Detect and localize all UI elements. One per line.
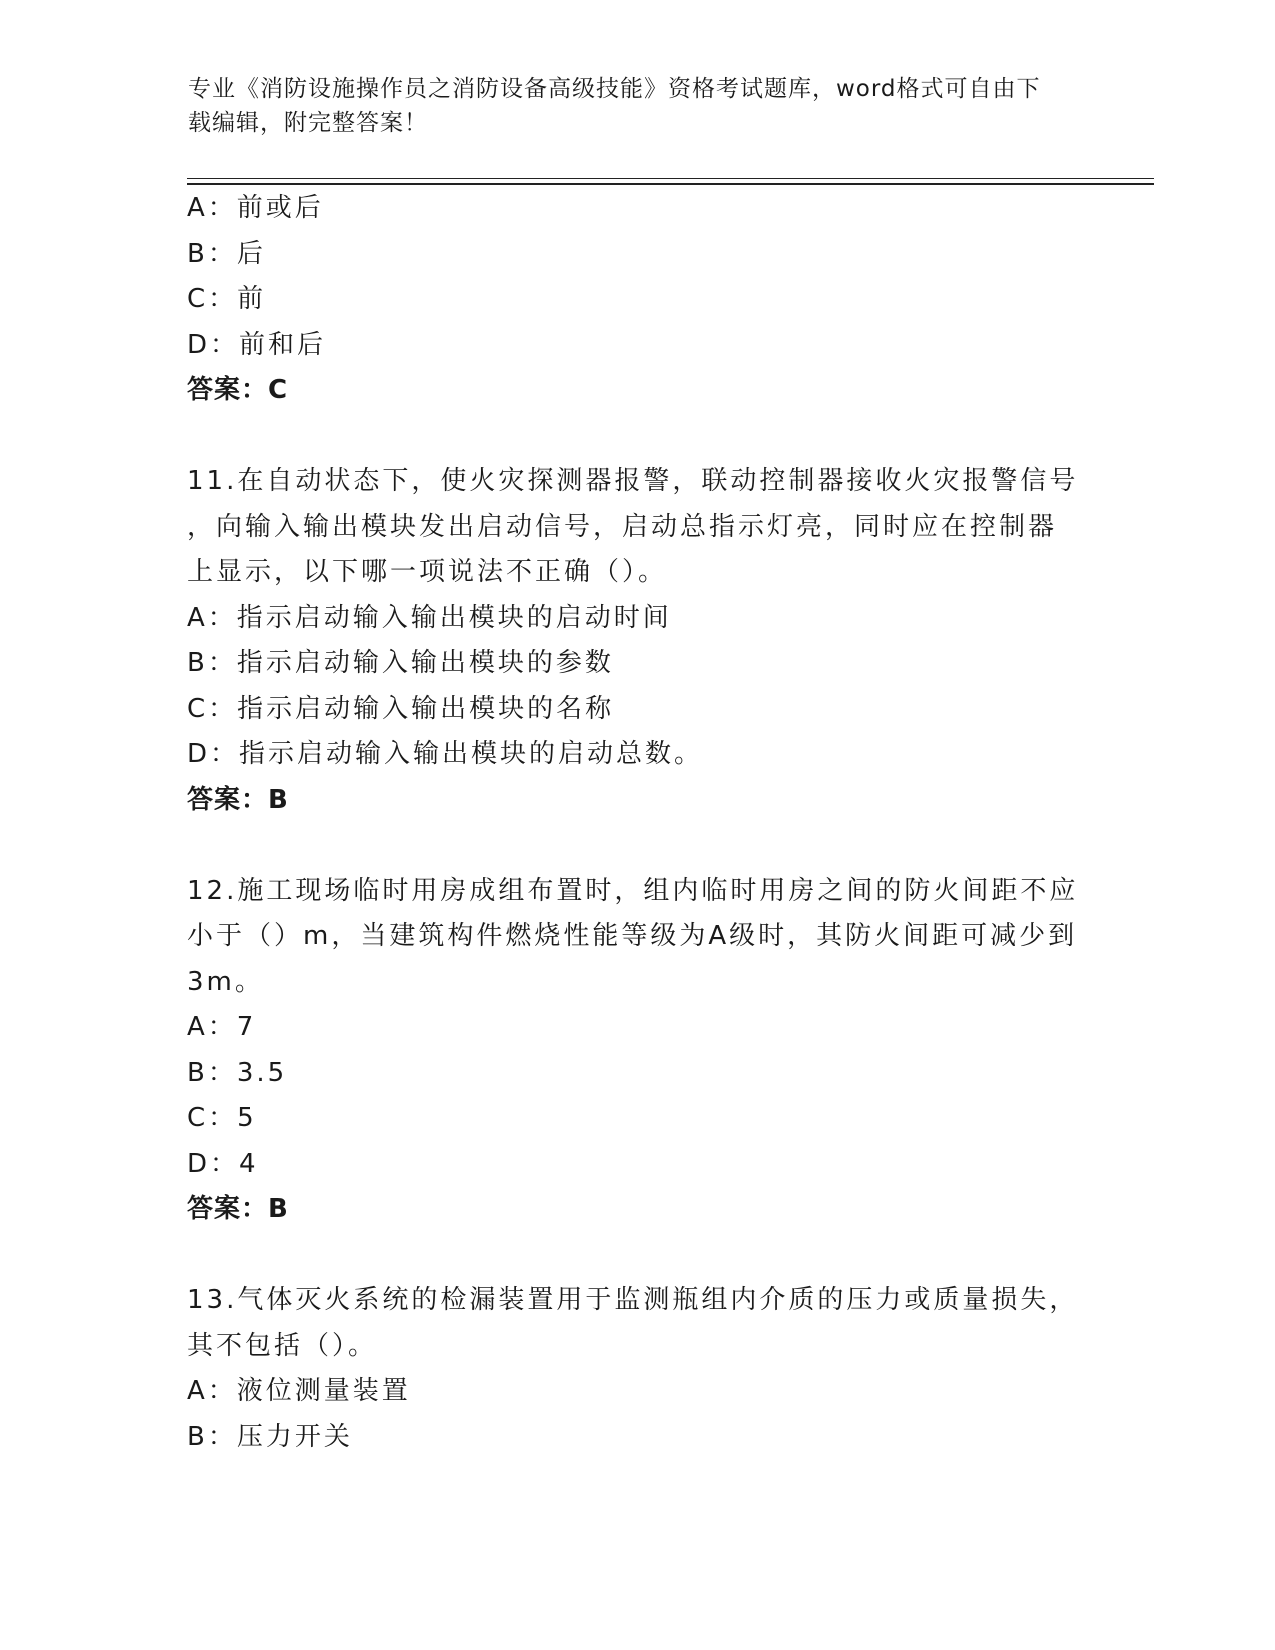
question-stem-line: 3m。 (187, 966, 264, 997)
question-spacer (187, 414, 1087, 460)
option-b: B：3.5 (187, 1057, 288, 1088)
question-stem-line: 上显示，以下哪一项说法不正确（）。 (187, 557, 668, 587)
option-c: C：5 (187, 1103, 257, 1133)
question-stem-line: 11.在自动状态下，使火灾探测器报警，联动控制器接收火灾报警信号 (187, 466, 1079, 496)
option-a: A：前或后 (187, 193, 324, 223)
option-c: C：前 (187, 284, 267, 314)
question-stem-line: 其不包括（）。 (187, 1330, 378, 1361)
answer-line: 答案：B (187, 1194, 289, 1224)
question-stem-line: 12.施工现场临时用房成组布置时，组内临时用房之间的防火间距不应 (187, 875, 1079, 906)
question-list (187, 186, 1087, 1460)
header-rule-thin (187, 178, 1154, 179)
answer-line: 答案：B (187, 784, 289, 815)
option-a: A：7 (187, 1012, 257, 1042)
option-d: D：指示启动输入输出模块的启动总数。 (187, 739, 704, 769)
option-d: D：4 (187, 1148, 259, 1179)
question-spacer (187, 823, 1087, 869)
option-a: A：液位测量装置 (187, 1376, 411, 1406)
question-stem-line: ，向输入输出模块发出启动信号，启动总指示灯亮，同时应在控制器 (187, 511, 1058, 542)
answer-line: 答案：C (187, 375, 289, 405)
question-13 (187, 1278, 1087, 1460)
option-d: D：前和后 (187, 329, 327, 360)
question-10 (187, 186, 1087, 414)
option-a: A：指示启动输入输出模块的启动时间 (187, 602, 672, 633)
option-c: C：指示启动输入输出模块的名称 (187, 693, 615, 724)
header-rule-thick (187, 183, 1154, 185)
question-spacer (187, 1233, 1087, 1279)
option-b: B：压力开关 (187, 1421, 353, 1452)
question-12 (187, 869, 1087, 1233)
option-b: B：后 (187, 238, 266, 269)
question-stem-line: 小于（）m，当建筑构件燃烧性能等级为A级时，其防火间距可减少到 (187, 921, 1078, 951)
header-line-1: 专业《消防设施操作员之消防设备高级技能》资格考试题库，word格式可自由下 (188, 76, 1041, 102)
header-line-2: 载编辑，附完整答案！ (188, 110, 428, 136)
document-header (188, 72, 1088, 140)
question-stem-line: 13.气体灭火系统的检漏装置用于监测瓶组内介质的压力或质量损失， (187, 1285, 1079, 1315)
question-11 (187, 459, 1087, 823)
option-b: B：指示启动输入输出模块的参数 (187, 648, 614, 678)
